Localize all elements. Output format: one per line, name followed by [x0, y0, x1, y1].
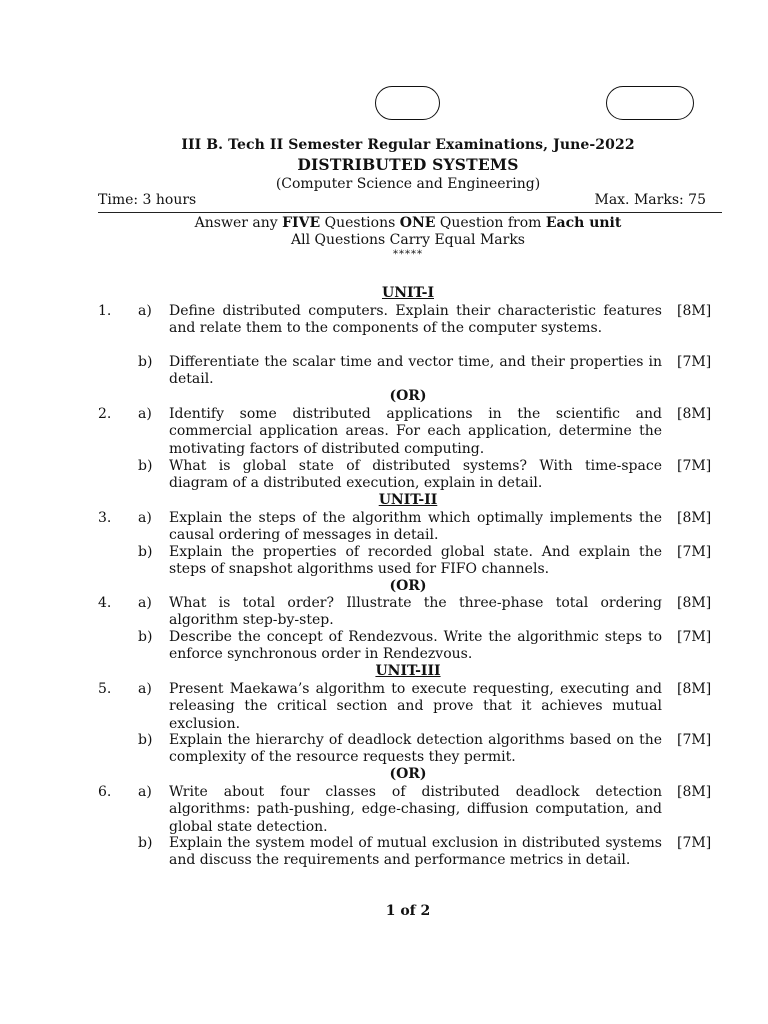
or-separator: (OR) [389, 578, 427, 594]
question-marks: [8M] [677, 681, 712, 697]
part-label: a) [138, 595, 152, 611]
question-text: Describe the concept of Rendezvous. Write the algorithmic steps to enforce synchronous order in Rendezvous. [169, 629, 662, 663]
unit-3-heading: UNIT-III [375, 663, 441, 679]
unit-2-heading: UNIT-II [378, 492, 438, 508]
instruction-line-1 [98, 215, 718, 231]
part-label: b) [138, 544, 153, 560]
question-text: What is global state of distributed systems? With time-space diagram of a distributed execution, explain in detail. [169, 458, 662, 492]
part-label: b) [138, 354, 153, 370]
instruction-text-2: Questions [320, 215, 400, 231]
exam-meta-row [98, 192, 706, 212]
part-label: a) [138, 784, 152, 800]
instruction-each-unit: Each unit [545, 215, 622, 231]
question-marks: [7M] [677, 732, 712, 748]
question-text: Differentiate the scalar time and vector time, and their properties in detail. [169, 354, 662, 388]
question-number: 6. [98, 784, 112, 800]
question-text: Present Maekawa’s algorithm to execute requesting, executing and releasing the critical section and prove that it achieves mutual exclusion. [169, 681, 662, 732]
instruction-five: FIVE [282, 215, 321, 231]
question-marks: [7M] [677, 835, 712, 851]
question-text: What is total order? Illustrate the three-phase total ordering algorithm step-by-step. [169, 595, 662, 629]
instruction-one: ONE [399, 215, 436, 231]
question-number: 5. [98, 681, 112, 697]
question-marks: [7M] [677, 544, 712, 560]
question-text: Explain the steps of the algorithm which optimally implements the causal ordering of messages in detail. [169, 510, 662, 544]
instruction-text-3: Question from [435, 215, 546, 231]
unit-1-heading: UNIT-I [381, 285, 434, 301]
part-label: b) [138, 732, 153, 748]
question-text: Identify some distributed applications in the scientific and commercial application areas. For each application, determine the motivating factors of distributed computing. [169, 406, 662, 457]
question-text: Explain the properties of recorded global state. And explain the steps of snapshot algorithms used for FIFO channels. [169, 544, 662, 578]
part-label: b) [138, 629, 153, 645]
or-separator: (OR) [389, 388, 427, 404]
question-text: Write about four classes of distributed deadlock detection algorithms: path-pushing, edge-chasing, diffusion computation, and global state detection. [169, 784, 662, 835]
question-number: 2. [98, 406, 112, 422]
part-label: a) [138, 303, 152, 319]
or-separator: (OR) [389, 766, 427, 782]
exam-title: III B. Tech II Semester Regular Examinations, June-2022 [181, 137, 635, 153]
question-number: 1. [98, 303, 112, 319]
part-label: b) [138, 458, 153, 474]
question-text: Define distributed computers. Explain their characteristic features and relate them to the components of the computer systems. [169, 303, 662, 337]
set-number-box [606, 86, 694, 120]
exam-max-marks: Max. Marks: 75 [594, 192, 706, 208]
question-text: Explain the hierarchy of deadlock detection algorithms based on the complexity of the resource requests they permit. [169, 732, 662, 766]
subject-code-box [375, 86, 440, 120]
header-divider [98, 212, 722, 213]
question-text: Explain the system model of mutual exclusion in distributed systems and discuss the requirements and performance metrics in detail. [169, 835, 662, 869]
question-marks: [8M] [677, 784, 712, 800]
question-marks: [7M] [677, 629, 712, 645]
question-marks: [7M] [677, 458, 712, 474]
instruction-text-1: Answer any [194, 215, 283, 231]
stars-separator: ***** [393, 249, 423, 260]
question-marks: [8M] [677, 510, 712, 526]
part-label: a) [138, 510, 152, 526]
subject-title: DISTRIBUTED SYSTEMS [297, 155, 519, 174]
part-label: b) [138, 835, 153, 851]
exam-time: Time: 3 hours [98, 192, 197, 208]
question-number: 4. [98, 595, 112, 611]
question-marks: [8M] [677, 595, 712, 611]
question-number: 3. [98, 510, 112, 526]
question-marks: [8M] [677, 406, 712, 422]
page-number: 1 of 2 [385, 903, 431, 919]
part-label: a) [138, 681, 152, 697]
branch-title: (Computer Science and Engineering) [275, 176, 541, 192]
part-label: a) [138, 406, 152, 422]
question-marks: [8M] [677, 303, 712, 319]
instruction-line-2: All Questions Carry Equal Marks [291, 232, 525, 248]
question-marks: [7M] [677, 354, 712, 370]
